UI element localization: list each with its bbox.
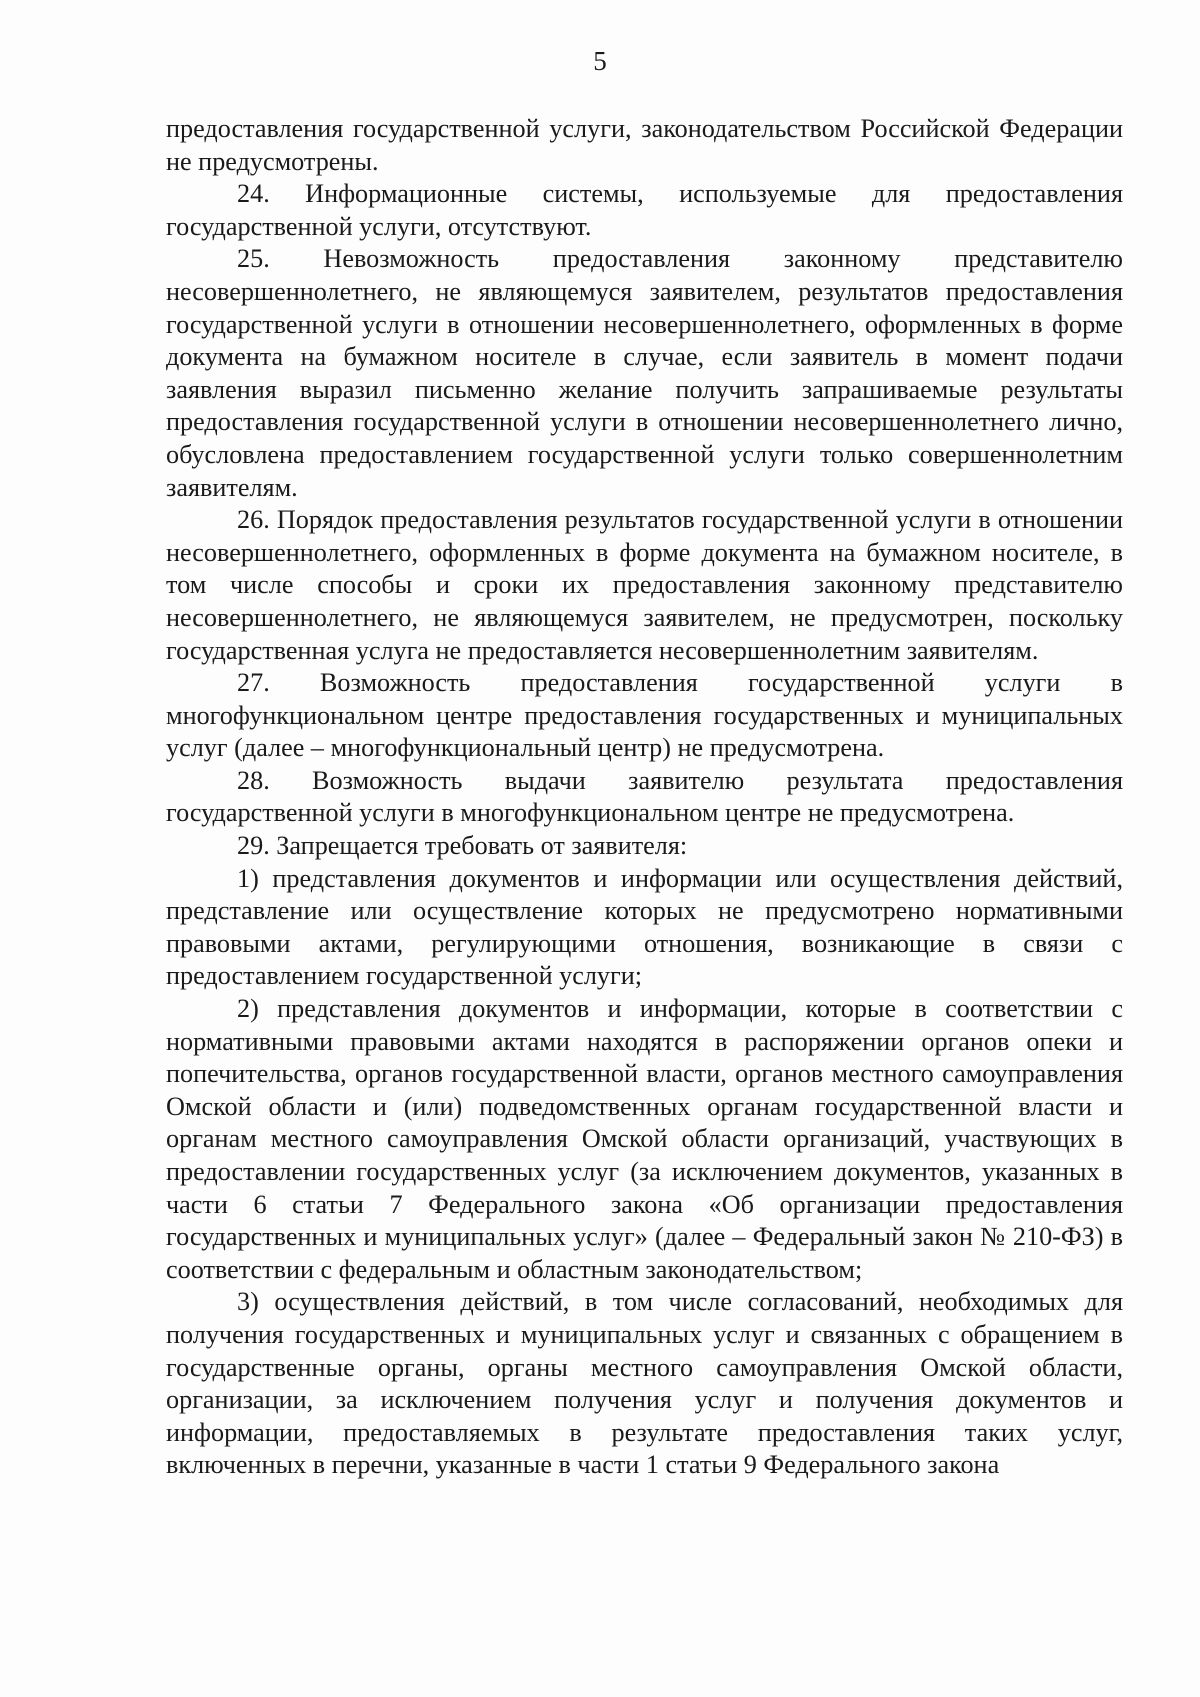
paragraph-continuation: предоставления государственной услуги, законодательством Российской Федерации не предусмотрены. <box>166 114 1123 176</box>
paragraph-28: 28. Возможность выдачи заявителю результата предоставления государственной услуги в многофункциональном центре не предусмотрена. <box>166 765 1123 828</box>
list-item-1: 1) представления документов и информации или осуществления действий, представление или осуществление которых не предусмотрено нормативными правовыми актами, регулирующими отношения, возникающие в связи с предоставлением государственной услуги; <box>166 863 1123 991</box>
list-item-3: 3) осуществления действий, в том числе согласований, необходимых для получения государственных и муниципальных услуг и связанных с обращением в государственные органы, органы местного самоуправления Омской области, организации, за исключением получения услуг и получения документов и информации, предоставляемых в результате предоставления таких услуг, включенных в перечни, указанные в части 1 статьи 9 Федерального закона <box>166 1287 1123 1480</box>
list-item-2: 2) представления документов и информации, которые в соответствии с нормативными правовыми актами находятся в распоряжении органов опеки и попечительства, органов государственной власти, органов местного самоуправления Омской области и (или) подведомственных органам государственной власти и органам местного самоуправления Омской области организаций, участвующих в предоставлении государственных услуг (за исключением документов, указанных в части 6 статьи 7 Федерального закона «Об организации предоставления государственных и муниципальных услуг» (далее – Федеральный закон № 210-ФЗ) в соответствии с федеральным и областным законодательством; <box>166 994 1123 1284</box>
paragraph-29: 29. Запрещается требовать от заявителя: <box>237 831 688 861</box>
paragraph-26: 26. Порядок предоставления результатов государственной услуги в отношении несовершеннолетнего, оформленных в форме документа на бумажном носителе, в том числе способы и сроки их предоставления законному представителю несовершеннолетнего, не являющемуся заявителем, не предусмотрен, поскольку государственная услуга не предоставляется несовершеннолетним заявителям. <box>166 505 1123 665</box>
document-body <box>166 113 1123 1482</box>
paragraph-27: 27. Возможность предоставления государственной услуги в многофункциональном центре предоставления государственных и муниципальных услуг (далее – многофункциональный центр) не предусмотрена. <box>166 668 1123 763</box>
paragraph-24: 24. Информационные системы, используемые для предоставления государственной услуги, отсутствуют. <box>166 179 1123 241</box>
paragraph-25: 25. Невозможность предоставления законному представителю несовершеннолетнего, не являющемуся заявителем, результатов предоставления государственной услуги в отношении несовершеннолетнего, оформленных в форме документа на бумажном носителе в случае, если заявитель в момент подачи заявления выразил письменно желание получить запрашиваемые результаты предоставления государственной услуги в отношении несовершеннолетнего лично, обусловлена предоставлением государственной услуги только совершеннолетним заявителям. <box>166 244 1123 502</box>
page-number: 5 <box>593 46 607 76</box>
